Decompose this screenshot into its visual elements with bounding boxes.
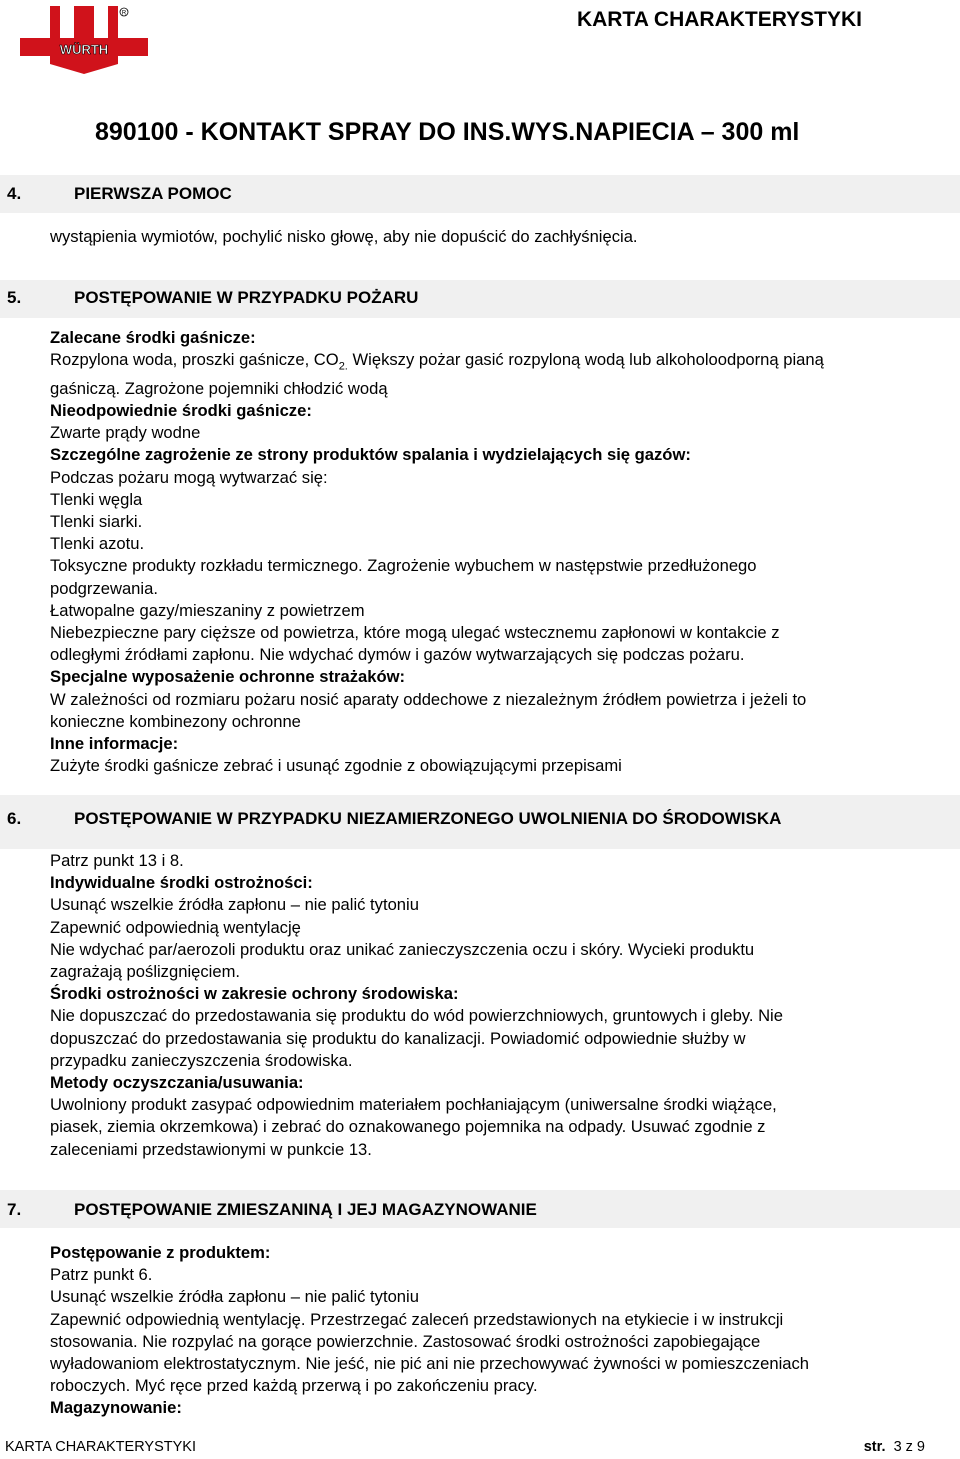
text-line: stosowania. Nie rozpylać na gorące powierzchnie. Zastosować środki ostrożności zapobiegające <box>50 1331 761 1351</box>
text-line: Usunąć wszelkie źródła zapłonu – nie palić tytoniu <box>50 895 419 915</box>
section-number: 7. <box>7 1200 22 1219</box>
text-span: Rozpylona woda, proszki gaśnicze, CO <box>50 350 339 370</box>
section-6-body <box>50 850 930 1161</box>
text-line: Zwarte prądy wodne <box>50 423 201 443</box>
subheading: Nieodpowiednie środki gaśnicze: <box>50 400 312 420</box>
text-line: Zapewnić odpowiednią wentylację <box>50 917 301 937</box>
section-6-header <box>0 795 960 849</box>
subheading: Metody oczyszczania/usuwania: <box>50 1073 304 1093</box>
section-number: 5. <box>7 288 22 307</box>
subscript: 2. <box>338 360 348 373</box>
page-indicator <box>864 1439 925 1455</box>
text-line: Zapewnić odpowiednią wentylację. Przestrzegać zaleceń przedstawionych na etykiecie i w instrukcji <box>50 1309 784 1329</box>
text-line: Zużyte środki gaśnicze zebrać i usunąć zgodnie z obowiązującymi przepisami <box>50 756 622 776</box>
text-line: Patrz punkt 13 i 8. <box>50 851 184 870</box>
subheading: Postępowanie z produktem: <box>50 1243 271 1262</box>
text-line: roboczych. Myć ręce przed każdą przerwą i po zakończeniu pracy. <box>50 1376 538 1396</box>
text-line: odległymi źródłami zapłonu. Nie wdychać dymów i gazów wytwarzających się podczas pożaru. <box>50 645 745 665</box>
subheading: Zalecane środki gaśnicze: <box>50 328 256 347</box>
text-line: podgrzewania. <box>50 578 158 598</box>
text-line: Nie dopuszczać do przedostawania się produktu do wód powierzchniowych, gruntowych i gleby. Nie <box>50 1006 783 1026</box>
section-4-header <box>0 175 960 213</box>
section-title: POSTĘPOWANIE ZMIESZANINĄ I JEJ MAGAZYNOWANIE <box>74 1200 537 1219</box>
section-title: POSTĘPOWANIE W PRZYPADKU POŻARU <box>74 288 419 307</box>
footer-title: KARTA CHARAKTERYSTYKI <box>5 1439 196 1455</box>
subheading: Inne informacje: <box>50 733 179 753</box>
text-line: Patrz punkt 6. <box>50 1265 153 1285</box>
text-line: Toksyczne produkty rozkładu termicznego. Zagrożenie wybuchem w następstwie przedłużonego <box>50 556 757 576</box>
text-line: Łatwopalne gazy/mieszaniny z powietrzem <box>50 600 365 620</box>
text-line: Podczas pożaru mogą wytwarzać się: <box>50 467 328 487</box>
logo-wordmark: WÜRTH <box>59 42 109 57</box>
subheading: Specjalne wyposażenie ochronne strażaków: <box>50 667 406 687</box>
wurth-logo <box>20 6 148 74</box>
section-number: 6. <box>7 809 22 828</box>
section-title: POSTĘPOWANIE W PRZYPADKU NIEZAMIERZONEGO UWOLNIENIA DO ŚRODOWISKA <box>74 809 782 828</box>
text-line: Tlenki azotu. <box>50 534 145 554</box>
subheading: Indywidualne środki ostrożności: <box>50 873 313 893</box>
page-label: str. <box>863 1439 886 1455</box>
text-line: przypadku zanieczyszczenia środowiska. <box>50 1050 353 1070</box>
subheading: Magazynowanie: <box>50 1398 182 1418</box>
page-footer <box>5 1439 925 1455</box>
section-7-body <box>50 1242 930 1420</box>
section-5-body <box>50 327 930 777</box>
text-line: gaśniczą. Zagrożone pojemniki chłodzić wodą <box>50 378 388 398</box>
subheading: Środki ostrożności w zakresie ochrony środowiska: <box>50 984 459 1004</box>
text-line: Uwolniony produkt zasypać odpowiednim materiałem pochłaniającym (uniwersalne środki wiążące, <box>50 1095 777 1115</box>
text-line: wystąpienia wymiotów, pochylić nisko głowę, aby nie dopuścić do zachłyśnięcia. <box>50 227 638 246</box>
text-line <box>50 349 930 378</box>
text-line: dopuszczać do przedostawania się produktu do kanalizacji. Powiadomić odpowiednie służby w <box>50 1028 746 1048</box>
text-line: wyładowaniom elektrostatycznym. Nie jeść, nie pić ani nie przechowywać żywności w pomieszczeniach <box>50 1354 810 1374</box>
text-line: Usunąć wszelkie źródła zapłonu – nie palić tytoniu <box>50 1287 419 1307</box>
svg-text:R: R <box>121 10 127 17</box>
text-span: Większy pożar gasić rozpyloną wodą lub alkoholoodporną pianą <box>347 350 824 370</box>
text-line: Tlenki węgla <box>50 489 143 509</box>
product-name: 890100 - KONTAKT SPRAY DO INS.WYS.NAPIECIA – 300 ml <box>95 118 800 146</box>
section-5-header <box>0 280 960 318</box>
page-number: 3 z 9 <box>893 1439 925 1455</box>
section-4-body <box>50 226 930 248</box>
text-line: W zależności od rozmiaru pożaru nosić aparaty oddechowe z niezależnym źródłem powietrza i jeżeli to <box>50 689 807 709</box>
text-line: zagrażają poślizgnięciem. <box>50 962 241 982</box>
text-line: piasek, ziemia okrzemkowa) i zebrać do oznakowanego pojemnika na odpady. Usuwać zgodnie z <box>50 1117 766 1137</box>
text-line: Niebezpieczne pary cięższe od powietrza, które mogą ulegać wstecznemu zapłonowi w kontakcie z <box>50 622 780 642</box>
section-number: 4. <box>7 184 22 203</box>
section-7-header <box>0 1190 960 1228</box>
subheading: Szczególne zagrożenie ze strony produktów spalania i wydzielających się gazów: <box>50 445 691 465</box>
text-line: zaleceniami przedstawionymi w punkcie 13. <box>50 1139 372 1159</box>
text-line: konieczne kombinezony ochronne <box>50 711 301 731</box>
text-line: Nie wdychać par/aerozoli produktu oraz unikać zanieczyszczenia oczu i skóry. Wycieki produktu <box>50 939 755 959</box>
document-title: KARTA CHARAKTERYSTYKI <box>576 8 862 31</box>
text-line: Tlenki siarki. <box>50 511 143 531</box>
section-title: PIERWSZA POMOC <box>74 184 232 203</box>
